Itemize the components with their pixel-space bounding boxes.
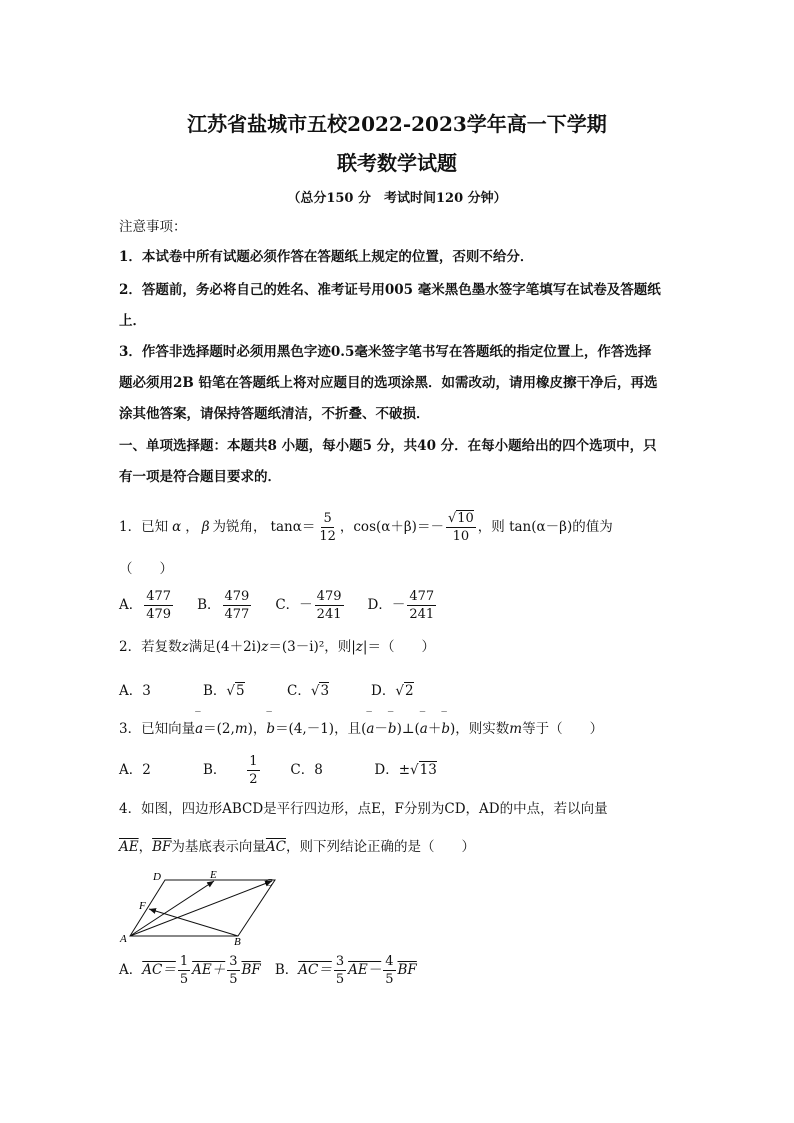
notice-item-2b: 上．	[119, 313, 146, 329]
q1-beta: β	[201, 519, 210, 535]
q1-stem	[119, 510, 613, 544]
notice-item-3a: 3．作答非选择题时必须用黑色字迹0.5毫米签字笔书写在答题纸的指定位置上，作答选择	[119, 344, 652, 360]
q3-a-value: ＝(2,	[203, 721, 235, 737]
q1-comma: ，	[185, 519, 199, 535]
q1-fraction-1: $\frac{5}{12}$	[319, 510, 336, 544]
q3-var-m: m	[234, 721, 248, 737]
q4-options	[119, 952, 417, 988]
q2-stem-end: |＝（ ）	[362, 639, 435, 655]
q4-vec-ae: $\overline{AE}$	[119, 839, 139, 855]
q1-options	[119, 588, 438, 622]
q2-var-z2: z	[261, 639, 269, 655]
q4-option-b: AC＝ $\frac{3}{5}$ AE－ $\frac{4}{5}$ $\overline{BF}$	[298, 953, 417, 987]
exam-meta: （总分150 分 考试时间120 分钟）	[287, 191, 507, 206]
q1-option-b-label: B．	[197, 597, 221, 613]
q1-option-a: $\frac{477}{479}$	[146, 588, 172, 622]
label-b: B	[234, 936, 241, 948]
q2-option-d: D．√2	[371, 683, 414, 699]
q1-tan: tanα＝	[270, 519, 316, 535]
notice-item-1: 1．本试卷中所有试题必须作答在答题纸上规定的位置，否则不给分．	[119, 249, 534, 265]
notice-item-3b: 题必须用2B 铅笔在答题纸上将对应题目的选项涂黑．如需改动，请用橡皮擦干净后，再选	[119, 375, 658, 391]
section1-line1: 一、单项选择题：本题共8 小题，每小题5 分，共40 分．在每小题给出的四个选项中，只	[119, 438, 657, 454]
q4-line2-text: 为基底表示向量	[171, 839, 266, 855]
notice-item-3c: 涂其他答案，请保持答题纸清洁，不折叠、不破损．	[119, 406, 430, 422]
q1-option-b: $\frac{479}{477}$	[224, 588, 250, 622]
q3-option-c: C．8	[290, 762, 323, 778]
q1-acute: 为锐角，	[212, 519, 267, 535]
q3-option-a: A．2	[119, 762, 151, 778]
q4-option-a: AC＝ $\frac{1}{5}$ AE＋ $\frac{3}{5}$ $\overline{BF}$	[142, 953, 261, 987]
section1-line2: 有一项是符合题目要求的．	[119, 469, 281, 485]
label-a: A	[120, 933, 127, 945]
label-e: E	[210, 869, 217, 881]
q2-var-z: z	[181, 639, 189, 655]
q3-option-d: D．±√13	[374, 762, 437, 778]
q3-var-m2: m	[509, 721, 523, 737]
q1-option-c: $\frac{479}{241}$	[316, 588, 342, 622]
q3-stem	[119, 722, 603, 736]
q2-var-z3: z	[355, 639, 363, 655]
q1-fraction-2: $\frac{√10}{10}$	[447, 510, 474, 544]
q3-stem-lead: 3．已知向量	[119, 721, 196, 737]
q2-option-c: C．√3	[287, 683, 330, 699]
q4-sep: ，	[138, 839, 153, 855]
q2-stem-eq: ＝(3－i)²，则|	[268, 639, 356, 655]
q3-plus: ＋	[427, 721, 442, 737]
q3-vec-a: ‾ a	[195, 722, 203, 736]
q3-vec-b: ‾ b	[266, 722, 275, 736]
notice-item-2a: 2．答题前，务必将自己的姓名、准考证号用005 毫米黑色墨水签字笔填写在试卷及答题纸	[119, 282, 661, 298]
q1-option-d: $\frac{477}{241}$	[409, 588, 435, 622]
q3-option-b: $\frac{1}{2}$	[249, 753, 258, 787]
q4-vec-bf: $\overline{BF}$	[152, 839, 172, 855]
label-f: F	[139, 900, 146, 912]
q2-stem-mid: 满足(4＋2i)	[188, 639, 262, 655]
notice-heading: 注意事项：	[119, 219, 187, 235]
vector-bf	[149, 909, 238, 936]
q1-option-a-label: A．	[119, 597, 143, 613]
q4-line2	[119, 840, 475, 854]
q3-vec-b3: ‾ b	[441, 722, 450, 736]
q4-vec-ac: $\overline{AC}$	[265, 839, 286, 855]
q3-option-b-label: B．	[203, 762, 227, 778]
exam-title-line1: 江苏省盐城市五校2022-2023学年高一下学期	[187, 112, 607, 136]
q3-perp: )⊥(	[396, 721, 420, 737]
q1-lead: 1．已知	[119, 519, 169, 535]
q1-alpha: α	[172, 519, 182, 535]
q1-option-c-label: C．－	[275, 597, 313, 613]
q3-stem-end: )，则实数	[450, 721, 510, 737]
q2-option-b: B．√5	[203, 683, 245, 699]
q4-line1: 4．如图，四边形ABCD是平行四边形，点E，F分别为CD，AD的中点，若以向量	[119, 801, 608, 817]
q3-vec-a3: ‾ a	[420, 722, 428, 736]
label-d: D	[153, 871, 161, 883]
q3-close: )，	[247, 721, 267, 737]
parallelogram-figure	[115, 868, 285, 948]
q2-stem-lead: 2．若复数	[119, 639, 182, 655]
q4-line2-tail: ，则下列结论正确的是（ ）	[286, 839, 475, 855]
q2-stem	[119, 640, 435, 654]
q3-options	[119, 753, 437, 787]
label-c: C	[265, 877, 273, 889]
q3-vec-a2: ‾ a	[366, 722, 374, 736]
q1-tail: ，则 tan(α－β)的值为	[477, 519, 613, 535]
q3-vec-b2: ‾ b	[388, 722, 397, 736]
q3-b-value: ＝(4,－1)，且(	[275, 721, 367, 737]
q4-option-b-label: B．	[274, 962, 299, 978]
exam-title-line2: 联考数学试题	[337, 151, 457, 175]
q3-minus: －	[374, 721, 388, 737]
q1-cos: ，cos(α＋β)＝－	[339, 519, 444, 535]
q1-option-d-label: D．－	[367, 597, 406, 613]
q3-stem-end2: 等于（ ）	[522, 721, 604, 737]
q1-paren: （ ）	[119, 561, 173, 577]
q4-option-a-label: A．	[119, 962, 143, 978]
q2-option-a: A．3	[119, 683, 151, 699]
